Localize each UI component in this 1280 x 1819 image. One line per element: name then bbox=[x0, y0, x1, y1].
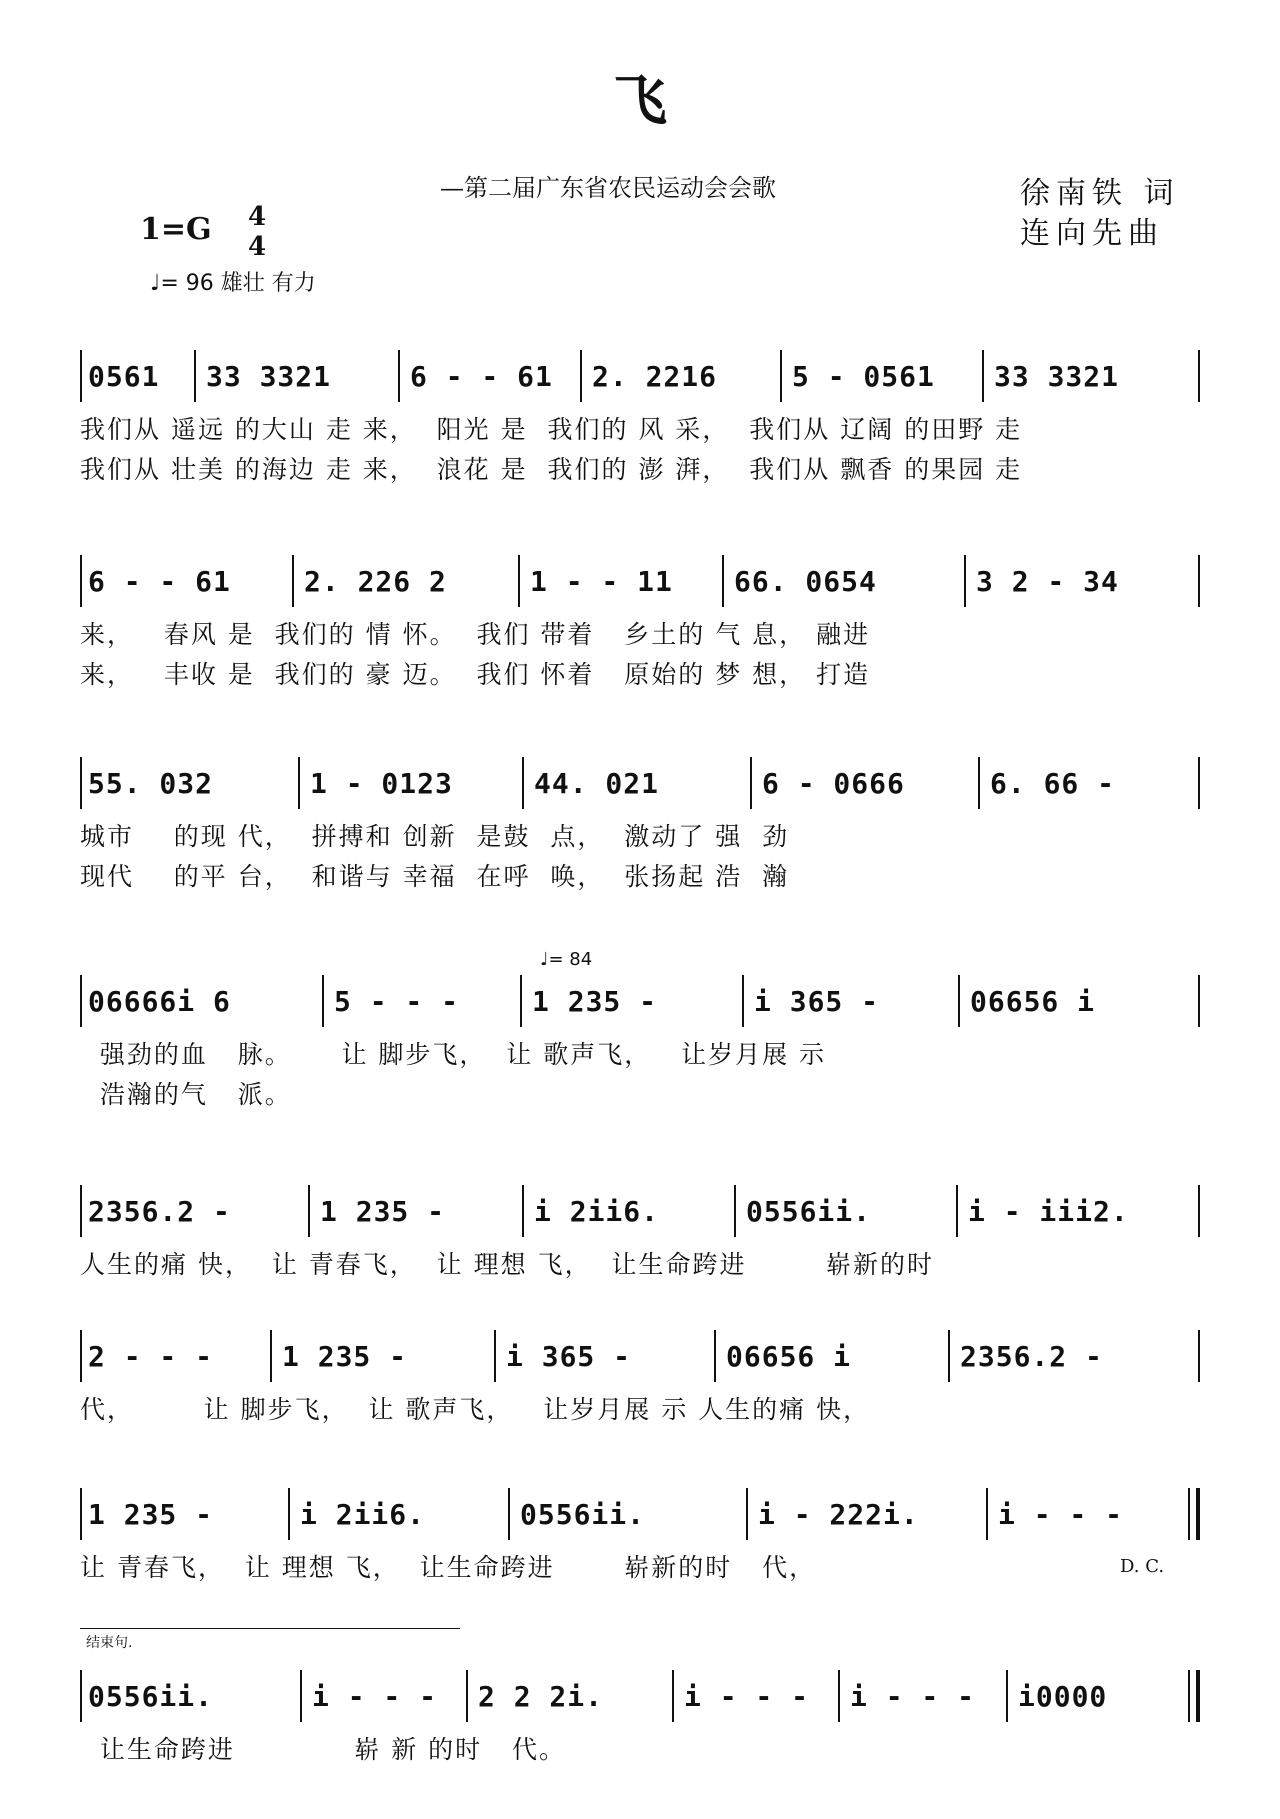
measure: i 365 - bbox=[754, 985, 880, 1018]
measure: 44. 021 bbox=[534, 767, 660, 800]
da-capo-marking: D. C. bbox=[1120, 1556, 1165, 1577]
song-title: 飞 bbox=[613, 68, 667, 132]
notation-line bbox=[80, 975, 1202, 1027]
lyric-verse-2: 我们从 壮美 的海边 走 来， 浪花 是 我们的 澎 湃， 我们从 飘香 的果园 走 bbox=[80, 455, 1023, 484]
lyricist-credit: 徐南铁 词 bbox=[1020, 176, 1180, 211]
measure: 1 235 - bbox=[320, 1195, 446, 1228]
lyric-verse-1: 让生命跨进 崭 新 的时 代。 bbox=[80, 1735, 566, 1764]
notation-line bbox=[80, 1488, 1202, 1540]
measure: 3 2 - 34 bbox=[976, 565, 1119, 598]
tempo-change: ♩= 84 bbox=[540, 949, 593, 970]
notation-line bbox=[80, 350, 1202, 402]
measure: 0556ii. bbox=[746, 1195, 872, 1228]
measure: 06656 i bbox=[970, 985, 1096, 1018]
notation-line bbox=[80, 1330, 1202, 1382]
lyric-verse-1: 来， 春风 是 我们的 情 怀。 我们 带着 乡土的 气 息， 融进 bbox=[80, 620, 871, 649]
measure: 1 235 - bbox=[88, 1498, 214, 1531]
measure: 2 - - - bbox=[88, 1340, 214, 1373]
measure: 06656 i bbox=[726, 1340, 852, 1373]
measure: 5 - - - bbox=[334, 985, 460, 1018]
measure: i 2ii6. bbox=[300, 1498, 426, 1531]
measure: 6. 66 - bbox=[990, 767, 1116, 800]
measure: i - - - bbox=[312, 1680, 438, 1713]
subtitle: —第二届广东省农民运动会会歌 bbox=[440, 174, 776, 202]
measure: i - - - bbox=[998, 1498, 1124, 1531]
measure: 0561 bbox=[88, 360, 160, 393]
measure: 2356.2 - bbox=[960, 1340, 1103, 1373]
measure: 2. 226 2 bbox=[304, 565, 447, 598]
measure: 33 3321 bbox=[206, 360, 332, 393]
measure: 6 - 0666 bbox=[762, 767, 905, 800]
measure: i - 222i. bbox=[758, 1498, 919, 1531]
measure: 2. 2216 bbox=[592, 360, 718, 393]
lyric-verse-2: 现代 的平 台， 和谐与 幸福 在呼 唤， 张扬起 浩 瀚 bbox=[80, 862, 790, 891]
measure: 66. 0654 bbox=[734, 565, 877, 598]
tempo-marking: ♩= 96 雄壮 有力 bbox=[150, 271, 316, 296]
measure: i 365 - bbox=[506, 1340, 632, 1373]
notation-line bbox=[80, 757, 1202, 809]
measure: 1 - - 11 bbox=[530, 565, 673, 598]
lyric-verse-1: 让 青春飞， 让 理想 飞， 让生命跨进 崭新的时 代， bbox=[80, 1553, 817, 1582]
ending-label: 结束句. bbox=[86, 1635, 133, 1651]
measure: 1 - 0123 bbox=[310, 767, 453, 800]
notation-line bbox=[80, 1670, 1202, 1722]
lyric-verse-2: 浩瀚的气 派。 bbox=[80, 1080, 292, 1109]
measure: i0000 bbox=[1018, 1680, 1108, 1713]
measure: 33 3321 bbox=[994, 360, 1120, 393]
measure: i - - - bbox=[850, 1680, 976, 1713]
measure: 6 - - 61 bbox=[88, 565, 231, 598]
measure: i 2ii6. bbox=[534, 1195, 660, 1228]
measure: i - - - bbox=[684, 1680, 810, 1713]
key-signature: 1=G bbox=[140, 212, 212, 247]
measure: 1 235 - bbox=[532, 985, 658, 1018]
measure: 6 - - 61 bbox=[410, 360, 553, 393]
lyric-verse-1: 城市 的现 代， 拼搏和 创新 是鼓 点， 激动了 强 劲 bbox=[80, 822, 790, 851]
measure: 2356.2 - bbox=[88, 1195, 231, 1228]
lyric-verse-1: 我们从 遥远 的大山 走 来， 阳光 是 我们的 风 采， 我们从 辽阔 的田野 走 bbox=[80, 415, 1023, 444]
measure: 06666i 6 bbox=[88, 985, 231, 1018]
measure: 5 - 0561 bbox=[792, 360, 935, 393]
measure: 2 2 2i. bbox=[478, 1680, 604, 1713]
notation-line bbox=[80, 555, 1202, 607]
composer-credit: 连向先曲 bbox=[1020, 216, 1164, 251]
lyric-verse-1: 人生的痛 快， 让 青春飞， 让 理想 飞， 让生命跨进 崭新的时 bbox=[80, 1250, 935, 1279]
lyric-verse-1: 强劲的血 脉。 让 脚步飞， 让 歌声飞， 让岁月展 示 bbox=[80, 1040, 827, 1069]
measure: 0556ii. bbox=[520, 1498, 646, 1531]
time-signature-bottom: 4 bbox=[248, 232, 267, 262]
lyric-verse-2: 来， 丰收 是 我们的 豪 迈。 我们 怀着 原始的 梦 想， 打造 bbox=[80, 660, 871, 689]
time-signature-top: 4 bbox=[248, 202, 267, 232]
measure: 55. 032 bbox=[88, 767, 214, 800]
notation-line bbox=[80, 1185, 1202, 1237]
measure: 1 235 - bbox=[282, 1340, 408, 1373]
measure: 0556ii. bbox=[88, 1680, 214, 1713]
ending-bracket-line bbox=[80, 1628, 460, 1629]
measure: i - iii2. bbox=[968, 1195, 1129, 1228]
lyric-verse-1: 代， 让 脚步飞， 让 歌声飞， 让岁月展 示 人生的痛 快， bbox=[80, 1395, 871, 1424]
